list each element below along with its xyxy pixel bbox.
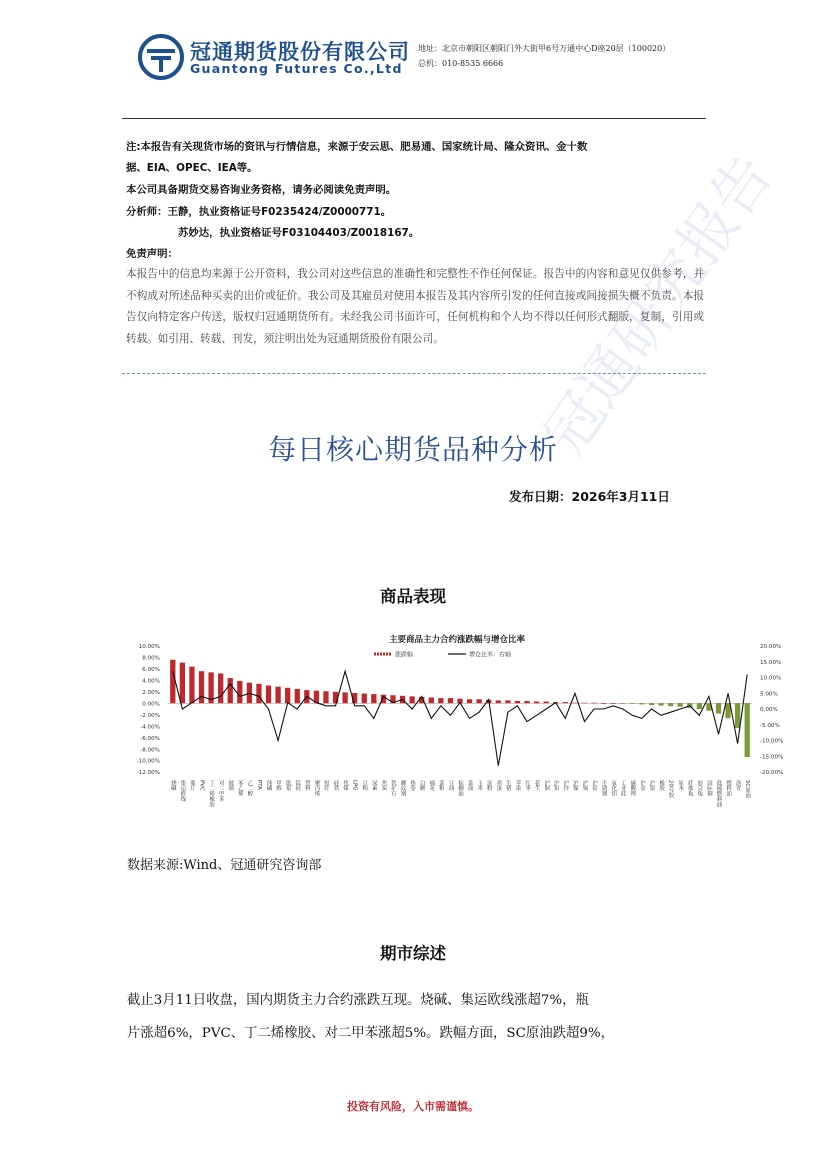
change-bar	[438, 698, 443, 703]
company-address: 地址：北京市朝阳区朝阳门外大街甲6号万通中心D座20层（100020）	[418, 44, 671, 53]
x-category-label: 玉米	[476, 780, 483, 791]
commodity-performance-chart	[130, 630, 784, 840]
y-right-tick-label: -15.00%	[760, 754, 784, 761]
x-category-label: 胶合板	[696, 780, 703, 797]
change-bar	[515, 701, 520, 703]
x-category-label: 不锈钢	[600, 780, 607, 797]
x-category-label: 红枣	[524, 780, 531, 791]
x-category-label: 螺纹钢	[399, 780, 406, 797]
header-divider	[122, 118, 706, 119]
x-category-label: 纸浆	[284, 780, 291, 791]
x-category-label: PVC	[198, 780, 205, 791]
change-bar	[563, 702, 568, 703]
change-bar	[170, 660, 175, 704]
company-name-en: Guantong Futures Co.,Ltd	[190, 61, 403, 76]
change-bar	[678, 703, 683, 706]
change-bar	[639, 703, 644, 704]
change-bar	[572, 703, 577, 704]
y-left-tick-label: 0.00%	[142, 701, 160, 708]
y-right-tick-label: 5.00%	[760, 691, 778, 698]
y-right-tick-label: 10.00%	[760, 675, 782, 682]
y-left-tick-label: -10.00%	[136, 758, 160, 765]
x-category-label: 锰硅	[294, 780, 301, 791]
chart-source: 数据来源:Wind、冠通研究咨询部	[127, 858, 322, 873]
y-left-tick-label: 4.00%	[142, 678, 160, 685]
section-commodity-heading: 商品表现	[380, 587, 446, 606]
x-category-label: 沪银	[648, 780, 655, 791]
x-category-label: 沪铝	[552, 780, 559, 791]
x-category-label: 沪镍	[571, 780, 578, 791]
change-bar	[409, 696, 414, 703]
change-bar	[524, 701, 529, 703]
y-right-tick-label: -5.00%	[760, 722, 780, 729]
change-bar	[582, 703, 587, 704]
x-category-label: 纯碱	[265, 780, 272, 791]
x-category-label: 玻璃	[227, 780, 234, 791]
x-category-label: SC原油	[744, 780, 751, 798]
change-bar	[266, 686, 271, 704]
change-bar	[620, 703, 625, 704]
data-source-note-line2: 据、EIA、OPEC、IEA等。	[126, 162, 258, 174]
x-category-label: 热卷	[409, 780, 416, 791]
x-category-label: 尿素	[370, 780, 377, 791]
change-bar	[429, 698, 434, 704]
x-category-label: 瓶片	[188, 780, 195, 791]
x-category-label: 沪锌	[562, 780, 569, 791]
x-category-label: 短纤	[322, 780, 329, 791]
y-left-tick-label: -4.00%	[140, 724, 160, 731]
change-bar	[323, 691, 328, 703]
x-category-label: 对二甲苯	[217, 780, 224, 802]
x-category-label: 淀粉	[485, 780, 492, 791]
change-bar	[697, 703, 702, 709]
y-right-tick-label: 0.00%	[760, 707, 778, 714]
x-category-label: 集运欧线	[179, 780, 186, 802]
change-bar	[448, 698, 453, 703]
x-category-label: 氧化铝	[610, 780, 617, 797]
legend-label-oi: 增仓比率：右轴	[469, 651, 512, 659]
x-category-label: 塑料	[303, 780, 310, 791]
x-category-label: 生猪	[504, 780, 511, 791]
x-category-label: 原木	[677, 780, 684, 791]
change-bar	[228, 678, 233, 703]
disclaimer-body: 本报告中的信息均来源于公开资料，我公司对这些信息的准确性和完整性不作任何保证。报告中的内容和意见仅供参考，并不构成对所述品种买卖的出价或征价。我公司及其雇员对使用本报告及其内容所引发的任何直接或间接损失概不负责。本报告仅向特定客户传送，版权归冠通期货所有。未经我公司书面许可，任何机构和个人均不得以任何形式翻版，复制，引用或转载。如引用、转载、刊发，须注明出处为冠通期货股份有限公司。	[126, 268, 704, 345]
change-bar	[630, 703, 635, 704]
x-category-label: 苹果	[514, 780, 521, 791]
qualification-note: 本公司具备期货交易咨询业务资格，请务必阅读免责声明。	[126, 184, 397, 196]
company-logo-icon	[138, 34, 184, 80]
x-category-label: 豆粕	[361, 780, 368, 791]
y-left-tick-label: 2.00%	[142, 690, 160, 697]
x-category-label: 燃料油	[725, 780, 732, 797]
change-bar	[362, 694, 367, 704]
change-bar	[649, 703, 654, 705]
risk-warning-footer: 投资有风险，入市需谨慎。	[347, 1100, 479, 1113]
y-right-tick-label: -20.00%	[760, 770, 784, 777]
market-summary-line2: 片涨超6%，PVC、丁二烯橡胶、对二甲苯涨超5%。跌幅方面，SC原油跌超9%，	[127, 1026, 615, 1041]
x-category-label: 国际铜	[705, 780, 712, 797]
x-category-label: 鸡蛋	[495, 780, 502, 791]
change-bar	[658, 703, 663, 705]
y-right-tick-label: -10.00%	[760, 738, 784, 745]
x-category-label: 沪铅	[591, 780, 598, 791]
x-category-label: 纤维板	[686, 780, 693, 797]
change-bar	[467, 699, 472, 703]
x-category-label: 焦煤	[342, 780, 349, 791]
x-category-label: 棕榈油	[457, 780, 463, 797]
x-category-label: 沪锡	[581, 780, 588, 791]
x-category-label: 橡胶	[658, 780, 665, 791]
y-left-tick-label: -8.00%	[140, 747, 160, 754]
change-bar	[601, 703, 606, 704]
change-bar	[668, 703, 673, 706]
watermark: 冠通研究报告	[530, 142, 786, 467]
change-bar	[189, 667, 194, 704]
x-category-label: 白糖	[418, 780, 425, 791]
y-right-tick-label: 20.00%	[760, 644, 782, 651]
change-bar	[534, 702, 539, 704]
y-left-tick-label: 6.00%	[142, 667, 160, 674]
change-bar	[591, 703, 596, 704]
change-bar	[342, 692, 347, 703]
change-bar	[218, 673, 223, 703]
change-bar	[256, 684, 261, 703]
x-category-label: 沪铜	[543, 780, 550, 791]
x-category-label: 苯乙烯	[236, 780, 243, 797]
x-category-label: 乙二醇	[246, 780, 253, 797]
x-category-label: 豆油	[447, 780, 454, 791]
company-name-cn: 冠通期货股份有限公司	[190, 40, 410, 64]
chart-title: 主要商品主力合约涨跌幅与增仓比率	[388, 635, 526, 645]
x-category-label: 焦炭	[380, 780, 387, 791]
change-bar	[544, 702, 549, 704]
x-category-label: 硅铁	[332, 780, 339, 791]
report-title: 每日核心期货品种分析	[267, 433, 558, 466]
x-category-label: PTA	[255, 780, 262, 790]
publish-date: 发布日期：2026年3月11日	[509, 489, 670, 504]
y-right-tick-label: 15.00%	[760, 659, 782, 666]
x-category-label: 烧碱	[169, 780, 176, 791]
x-category-label: 菜油	[466, 780, 473, 791]
change-bar	[477, 699, 482, 703]
legend-label-change: 涨跌幅	[395, 651, 414, 659]
x-category-label: 丁二烯橡胶	[208, 780, 215, 807]
change-bar	[295, 689, 300, 703]
x-category-label: 20号胶	[667, 780, 674, 798]
x-category-label: 沥青	[734, 780, 741, 791]
change-bar	[285, 688, 290, 703]
market-summary-line1: 截止3月11日收盘，国内期货主力合约涨跌互现。烧碱、集运欧线涨超7%，瓶	[127, 993, 589, 1008]
x-category-label: 聚丙烯	[313, 780, 320, 797]
change-bar	[371, 694, 376, 703]
y-left-tick-label: -6.00%	[140, 735, 160, 742]
x-category-label: 花生	[533, 780, 540, 791]
analyst-1: 分析师：王静，执业资格证号F0235424/Z0000771。	[126, 206, 392, 218]
change-bar	[735, 703, 740, 728]
change-bar	[496, 700, 501, 703]
x-category-label: LPG	[351, 780, 358, 791]
x-category-label: 棉花	[428, 780, 435, 791]
change-bar	[716, 703, 721, 713]
y-left-tick-label: -12.00%	[136, 770, 160, 777]
analyst-2: 苏妙达，执业资格证号F03104403/Z0018167。	[178, 227, 420, 239]
x-category-label: 碳酸锂	[629, 780, 636, 797]
change-bar	[199, 671, 204, 703]
x-category-label: 沪金	[638, 780, 645, 791]
y-left-tick-label: 8.00%	[142, 655, 160, 662]
company-phone: 总机：010-8535 6666	[418, 59, 504, 68]
data-source-note-line1: 注:本报告有关现货市场的资讯与行情信息，来源于安云思、肥易通、国家统计局、隆众资讯、金十数	[126, 141, 588, 153]
x-category-label: 甲醇	[275, 780, 282, 791]
x-category-label: 菜粕	[437, 780, 444, 791]
x-category-label: 工业硅	[619, 780, 626, 797]
change-bar	[180, 663, 185, 704]
x-category-label: 铁矿石	[389, 780, 396, 797]
change-bar	[611, 703, 616, 704]
x-category-label: 低硫燃料油	[715, 780, 722, 807]
y-left-tick-label: 10.00%	[138, 644, 160, 651]
change-bar	[745, 703, 750, 757]
disclaimer-title: 免责声明：	[126, 248, 178, 260]
y-left-tick-label: -2.00%	[140, 712, 160, 719]
change-bar	[505, 700, 510, 703]
change-bar	[237, 681, 242, 703]
section-market-heading: 期市综述	[380, 944, 446, 963]
change-bar	[275, 687, 280, 704]
